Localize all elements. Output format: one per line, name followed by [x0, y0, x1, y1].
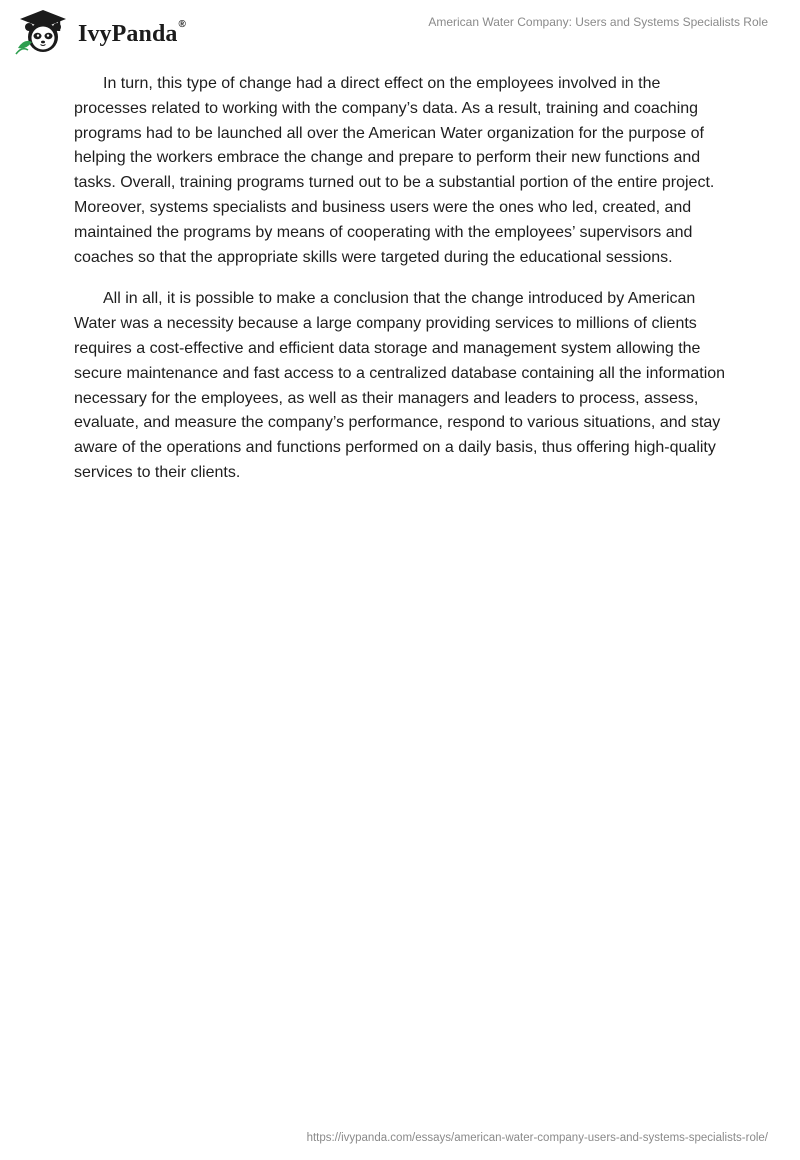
paragraph: In turn, this type of change had a direct effect on the employees involved in the processes related to working with the company’s data. As a result, training and coaching programs had to be launched all over the American Water organization for the purpose of helping the workers embrace the change and prepare to perform their new functions and tasks. Overall, training programs turned out to be a substantial portion of the entire project. Moreover, systems specialists and business users were the ones who led, created, and maintained the programs by means of cooperating with the employees’ supervisors and coaches so that the appropriate skills were targeted during the educational sessions. [74, 75, 715, 266]
registered-mark: ® [178, 18, 186, 30]
source-url[interactable]: https://ivypanda.com/essays/american-water-company-users-and-systems-specialists-role/ [306, 1132, 768, 1144]
brand-name: IvyPanda® [78, 18, 186, 47]
document-title: American Water Company: Users and Systems Specialists Role [428, 15, 768, 29]
brand-logo[interactable] [14, 8, 186, 56]
essay-body [74, 72, 734, 503]
page-header [0, 0, 800, 64]
panda-graduation-cap-icon [14, 8, 72, 56]
paragraph: All in all, it is possible to make a conclusion that the change introduced by American Water was a necessity because a large company providing services to millions of clients requires a cost-effective and efficient data storage and management system allowing the secure maintenance and fast access to a centralized database containing all the information necessary for the employees, as well as their managers and leaders to process, assess, evaluate, and measure the company’s performance, respond to various situations, and stay aware of the operations and functions performed on a daily basis, thus offering high-quality services to their clients. [74, 290, 726, 481]
